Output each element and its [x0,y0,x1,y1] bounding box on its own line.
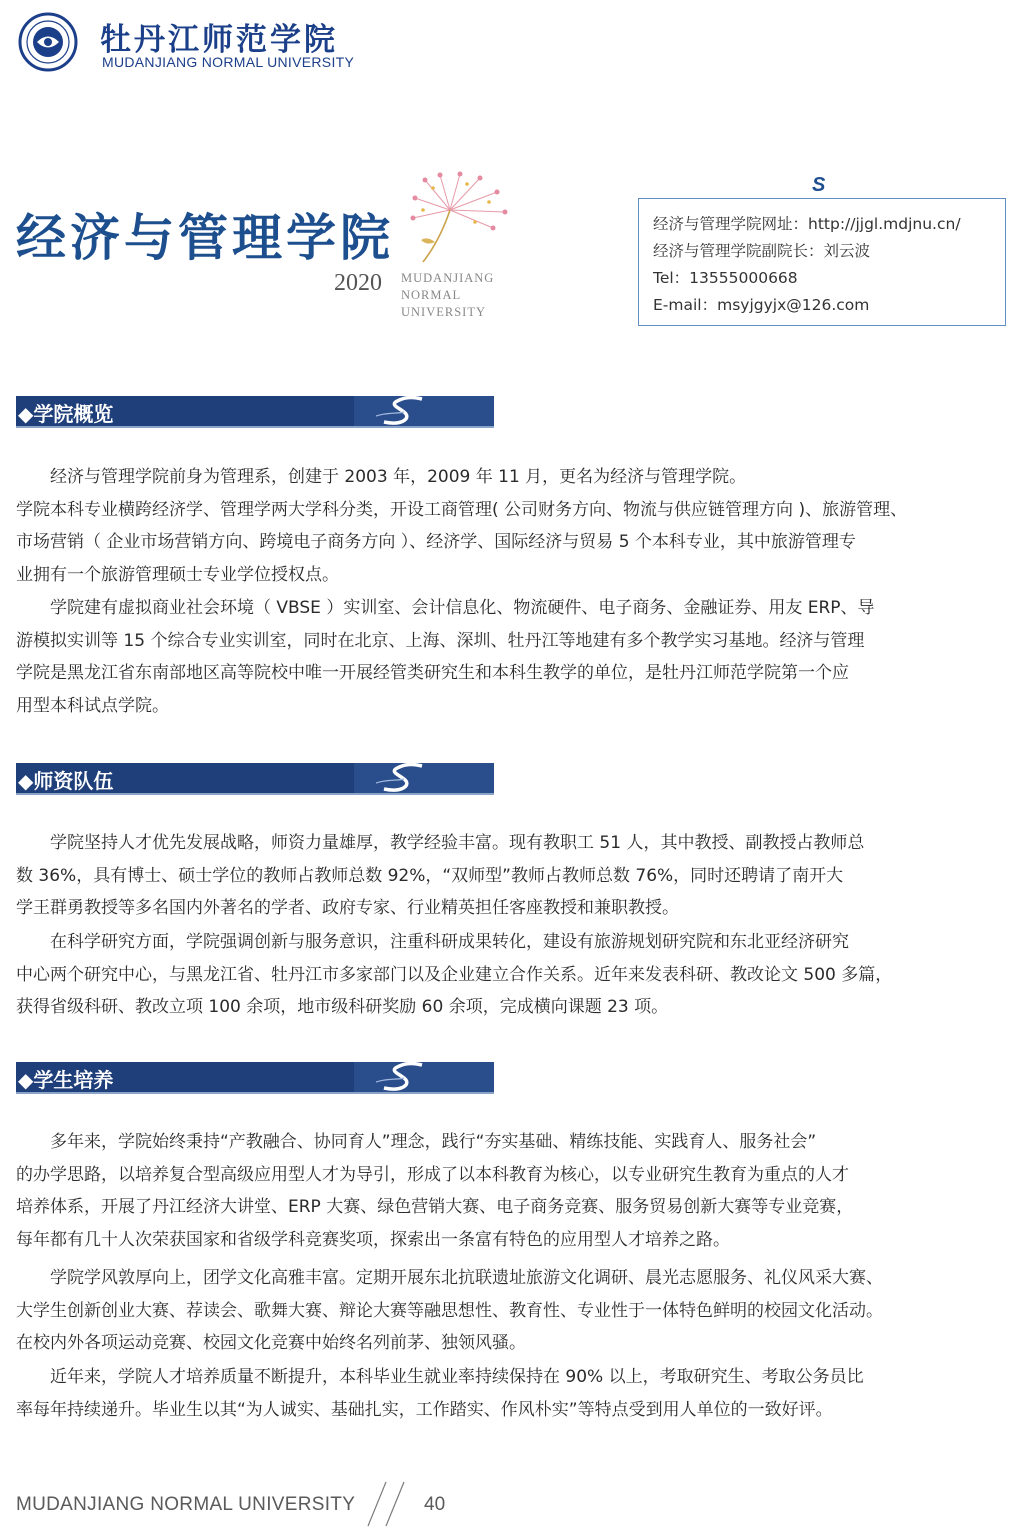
section-heading-label: ◆学生培养 [18,1068,114,1092]
text-line: 市场营销（ 企业市场营销方向、跨境电子商务方向 ）、经济学、国际经济与贸易 5 个本科专业，其中旅游管理专 [16,532,856,553]
stacked-line-2: NORMAL [401,288,462,302]
students-paragraph-2 [16,1262,1012,1360]
university-name-cn: 牡丹江师范学院 [100,22,338,58]
text-line: 学王群勇教授等多名国内外著名的学者、政府专家、行业精英担任客座教授和兼职教授。 [16,898,679,919]
text-line: 经济与管理学院前身为管理系，创建于 2003 年，2009 年 11 月，更名为经济与管理学院。 [16,467,747,487]
overview-paragraph-1 [16,461,1012,591]
text-line: 近年来，学院人才培养质量不断提升，本科毕业生就业率持续保持在 90% 以上，考取研究生、考取公务员比 [16,1367,864,1387]
overview-paragraph-2 [16,592,1012,722]
page-number: 40 [424,1494,446,1515]
text-line: 游模拟实训等 15 个综合专业实训室，同时在北京、上海、深圳、牡丹江等地建有多个教学实习基地。经济与管理 [16,630,865,651]
email-line: E-mail：msyjgyjx@126.com [653,296,870,314]
section-heading-faculty [16,763,494,793]
stacked-line-1: MUDANJIANG [401,271,495,285]
section-underline [16,1092,494,1094]
text-line: 中心两个研究中心，与黑龙江省、牡丹江市多家部门以及企业建立合作关系。近年来发表科研、教改论文 500 多篇， [16,964,893,985]
text-line: 培养体系，开展了丹江经济大讲堂、ERP 大赛、绿色营销大赛、电子商务竞赛、服务贸易创新大赛等专业竞赛， [16,1197,854,1218]
website-line: 经济与管理学院网址：http://jjgl.mdjnu.cn/ [653,215,961,233]
department-title: 经济与管理学院 [16,208,394,267]
text-line: 每年都有几十人次荣获国家和省级学科竞赛奖项，探索出一条富有特色的应用型人才培养之路。 [16,1229,730,1250]
university-header [18,8,378,72]
text-line: 在校内外各项运动竞赛、校园文化竞赛中始终名列前茅、独领风骚。 [16,1333,526,1354]
stacked-line-3: UNIVERSITY [401,305,486,319]
vice-dean-line: 经济与管理学院副院长：刘云波 [653,242,871,260]
text-line: 学院坚持人才优先发展战略，师资力量雄厚，教学经验丰富。现有教职工 51 人，其中教授、副教授占教师总 [16,833,865,853]
faculty-paragraph-1 [16,827,1012,925]
text-line: 业拥有一个旅游管理硕士专业学位授权点。 [16,564,339,585]
text-line: 大学生创新创业大赛、荐读会、歌舞大赛、辩论大赛等融思想性、教育性、专业性于一体特色鲜明的校园文化活动。 [16,1300,883,1321]
students-paragraph-3 [16,1361,1012,1426]
tel-line: Tel：13555000668 [653,269,798,287]
footer-university-name: MUDANJIANG NORMAL UNIVERSITY [16,1494,356,1515]
contact-s-mark: S [812,174,826,196]
s-wave-icon [344,1062,494,1092]
text-line: 多年来，学院始终秉持“产教融合、协同育人”理念，践行“夯实基础、精练技能、实践育人、服务社会” [16,1132,817,1152]
text-line: 在科学研究方面，学院强调创新与服务意识，注重科研成果转化，建设有旅游规划研究院和东北亚经济研究 [16,932,849,952]
section-heading-overview [16,396,494,426]
s-wave-icon [344,763,494,793]
university-name-en: MUDANJIANG NORMAL UNIVERSITY [102,54,355,70]
text-line: 率每年持续递升。毕业生以其“为人诚实、基础扎实，工作踏实、作风朴实”等特点受到用人单位的一致好评。 [16,1399,833,1420]
university-name-en-stacked [401,270,494,321]
section-heading-label: ◆师资队伍 [18,769,114,793]
faculty-paragraph-2 [16,926,1012,1024]
text-line: 学院是黑龙江省东南部地区高等院校中唯一开展经管类研究生和本科生教学的单位，是牡丹江师范学院第一个应 [16,663,849,684]
text-line: 学院建有虚拟商业社会环境（ VBSE ）实训室、会计信息化、物流硬件、电子商务、金融证券、用友 ERP、导 [16,598,875,618]
university-seal-icon [18,12,78,72]
text-line: 学院学风敦厚向上，团学文化高雅丰富。定期开展东北抗联遗址旅游文化调研、晨光志愿服务、礼仪风采大赛、 [16,1268,883,1288]
contact-box [638,198,1006,326]
year-label: 2020 [334,270,382,296]
footer-double-slash-icon [364,1480,410,1528]
section-heading-label: ◆学院概览 [18,402,114,426]
text-line: 的办学思路，以培养复合型高级应用型人才为导引，形成了以本科教育为核心，以专业研究生教育为重点的人才 [16,1164,849,1185]
text-line: 用型本科试点学院。 [16,695,169,716]
text-line: 学院本科专业横跨经济学、管理学两大学科分类，开设工商管理( 公司财务方向、物流与供应链管理方向 )、旅游管理、 [16,499,908,520]
flower-decoration-icon [405,170,515,270]
section-heading-students [16,1062,494,1092]
section-underline [16,426,494,428]
text-line: 获得省级科研、教改立项 100 余项，地市级科研奖励 60 余项，完成横向课题 23 项。 [16,997,669,1018]
text-line: 数 36%，具有博士、硕士学位的教师占教师总数 92%，“双师型”教师占教师总数 76%，同时还聘请了南开大 [16,865,844,886]
section-underline [16,793,494,795]
s-wave-icon [344,396,494,426]
students-paragraph-1 [16,1126,1012,1256]
